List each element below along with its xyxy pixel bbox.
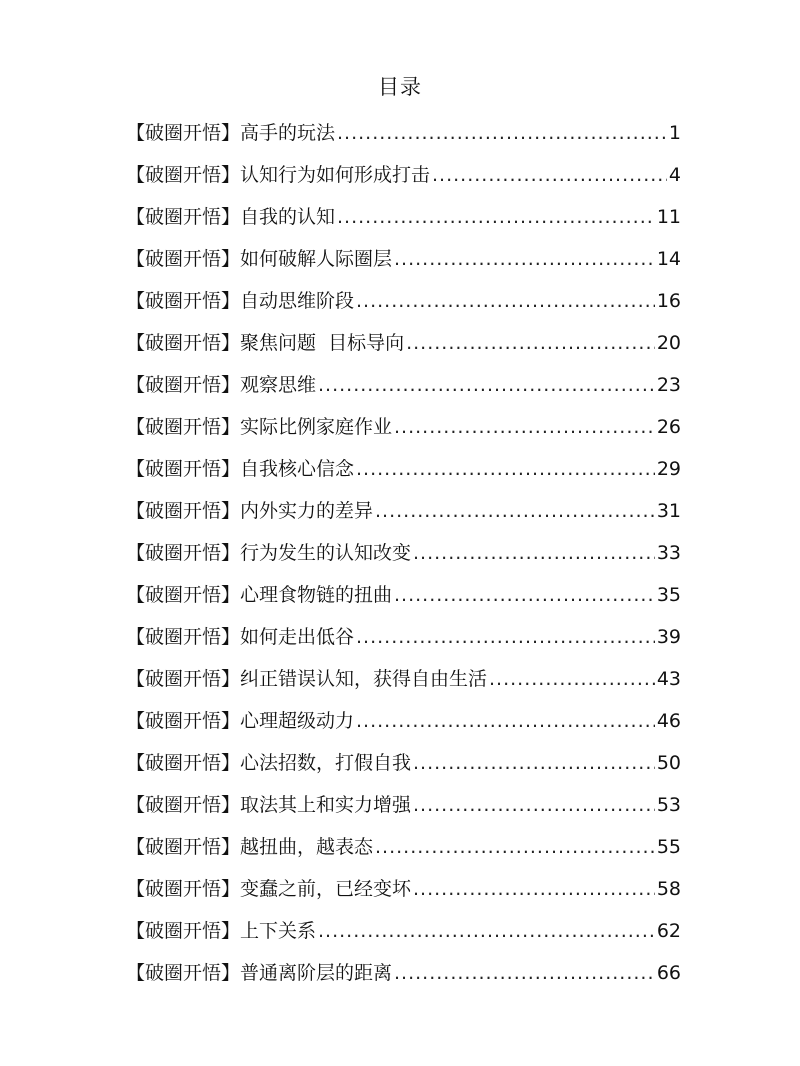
toc-entry-label: 【破圈开悟】纠正错误认知，获得自由生活 xyxy=(126,668,488,690)
toc-leader-dots xyxy=(394,406,655,448)
toc-entry xyxy=(126,784,681,826)
toc-leader-dots xyxy=(356,616,655,658)
toc-entry-page: 50 xyxy=(656,752,681,774)
toc-entry xyxy=(126,574,681,616)
toc-leader-dots xyxy=(337,112,667,154)
toc-entry-label: 【破圈开悟】高手的玩法 xyxy=(126,122,336,144)
toc-entry xyxy=(126,868,681,910)
toc-list xyxy=(126,112,681,994)
toc-entry-label: 【破圈开悟】如何破解人际圈层 xyxy=(126,248,393,270)
toc-entry-label: 【破圈开悟】聚焦问题 目标导向 xyxy=(126,332,405,354)
toc-entry xyxy=(126,532,681,574)
toc-entry-page: 29 xyxy=(656,458,681,480)
toc-entry xyxy=(126,280,681,322)
toc-leader-dots xyxy=(413,742,655,784)
toc-entry xyxy=(126,616,681,658)
toc-leader-dots xyxy=(375,826,655,868)
toc-entry-label: 【破圈开悟】普通离阶层的距离 xyxy=(126,962,393,984)
toc-entry-page: 23 xyxy=(656,374,681,396)
toc-entry-page: 31 xyxy=(656,500,681,522)
toc-entry xyxy=(126,700,681,742)
toc-entry-page: 62 xyxy=(656,920,681,942)
toc-leader-dots xyxy=(375,490,655,532)
toc-entry xyxy=(126,910,681,952)
toc-entry xyxy=(126,364,681,406)
toc-leader-dots xyxy=(318,910,655,952)
toc-entry-label: 【破圈开悟】心法招数，打假自我 xyxy=(126,752,412,774)
toc-entry-label: 【破圈开悟】心理超级动力 xyxy=(126,710,355,732)
toc-leader-dots xyxy=(432,154,667,196)
toc-entry-label: 【破圈开悟】观察思维 xyxy=(126,374,317,396)
toc-entry-label: 【破圈开悟】内外实力的差异 xyxy=(126,500,374,522)
toc-entry-page: 43 xyxy=(656,668,681,690)
toc-entry xyxy=(126,490,681,532)
toc-entry-label: 【破圈开悟】自我核心信念 xyxy=(126,458,355,480)
toc-entry-label: 【破圈开悟】取法其上和实力增强 xyxy=(126,794,412,816)
toc-entry xyxy=(126,742,681,784)
toc-leader-dots xyxy=(394,238,655,280)
toc-entry-label: 【破圈开悟】自我的认知 xyxy=(126,206,336,228)
toc-entry-label: 【破圈开悟】越扭曲，越表态 xyxy=(126,836,374,858)
toc-entry-page: 55 xyxy=(656,836,681,858)
toc-entry-page: 20 xyxy=(656,332,681,354)
toc-leader-dots xyxy=(406,322,655,364)
toc-leader-dots xyxy=(394,574,655,616)
toc-entry-label: 【破圈开悟】实际比例家庭作业 xyxy=(126,416,393,438)
toc-entry xyxy=(126,826,681,868)
toc-entry xyxy=(126,154,681,196)
toc-leader-dots xyxy=(413,784,655,826)
toc-entry-page: 46 xyxy=(656,710,681,732)
toc-entry xyxy=(126,406,681,448)
toc-entry xyxy=(126,658,681,700)
toc-leader-dots xyxy=(318,364,655,406)
toc-entry xyxy=(126,322,681,364)
toc-title: 目录 xyxy=(378,75,422,99)
toc-entry-page: 26 xyxy=(656,416,681,438)
toc-entry-page: 53 xyxy=(656,794,681,816)
toc-entry-page: 16 xyxy=(656,290,681,312)
toc-entry xyxy=(126,448,681,490)
toc-entry xyxy=(126,238,681,280)
toc-entry xyxy=(126,952,681,994)
toc-entry-page: 58 xyxy=(656,878,681,900)
toc-entry-label: 【破圈开悟】变蠢之前，已经变坏 xyxy=(126,878,412,900)
toc-entry-page: 33 xyxy=(656,542,681,564)
toc-entry-page: 11 xyxy=(656,206,681,228)
toc-leader-dots xyxy=(356,448,655,490)
toc-leader-dots xyxy=(356,280,655,322)
toc-entry-page: 39 xyxy=(656,626,681,648)
toc-entry-label: 【破圈开悟】心理食物链的扭曲 xyxy=(126,584,393,606)
toc-leader-dots xyxy=(489,658,655,700)
toc-leader-dots xyxy=(356,700,655,742)
toc-leader-dots xyxy=(394,952,655,994)
toc-entry-page: 35 xyxy=(656,584,681,606)
toc-leader-dots xyxy=(413,532,655,574)
toc-entry xyxy=(126,112,681,154)
toc-entry-page: 4 xyxy=(668,164,681,186)
toc-leader-dots xyxy=(413,868,655,910)
toc-leader-dots xyxy=(337,196,655,238)
toc-entry xyxy=(126,196,681,238)
toc-entry-page: 66 xyxy=(656,962,681,984)
toc-entry-page: 1 xyxy=(668,122,681,144)
toc-entry-label: 【破圈开悟】认知行为如何形成打击 xyxy=(126,164,431,186)
toc-entry-label: 【破圈开悟】上下关系 xyxy=(126,920,317,942)
toc-entry-label: 【破圈开悟】行为发生的认知改变 xyxy=(126,542,412,564)
toc-entry-label: 【破圈开悟】自动思维阶段 xyxy=(126,290,355,312)
toc-entry-label: 【破圈开悟】如何走出低谷 xyxy=(126,626,355,648)
toc-entry-page: 14 xyxy=(656,248,681,270)
